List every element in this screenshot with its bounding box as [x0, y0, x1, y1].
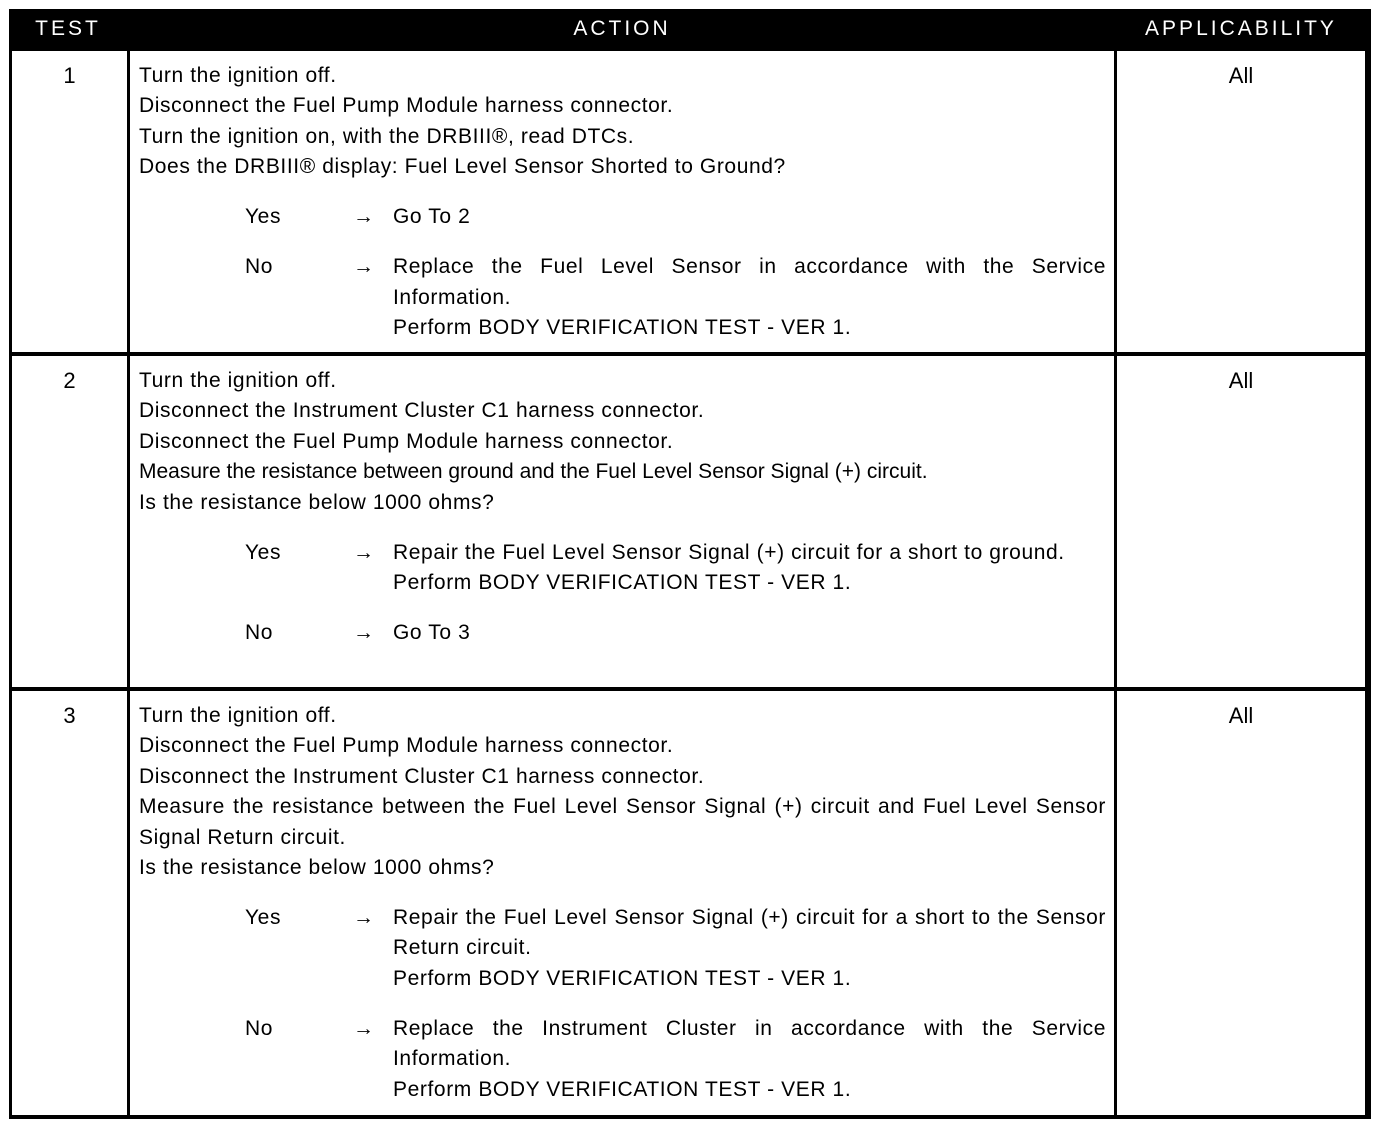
- arrow-icon: →: [353, 205, 375, 229]
- diagnostic-table: [9, 9, 1371, 1119]
- answer-yes: [139, 903, 1106, 994]
- answer-key: No: [245, 255, 274, 279]
- answer-no: [139, 618, 1106, 648]
- answer-no: [139, 252, 1106, 343]
- step: Measure the resistance between the Fuel Level Sensor Signal (+) circuit and Fuel Level Sensor Signal Return circuit.: [139, 795, 1106, 849]
- row-3-test: 3: [12, 691, 127, 1115]
- answer-text: Replace the Instrument Cluster in accordance with the Service Information.: [393, 1016, 1106, 1071]
- arrow-icon: →: [353, 1016, 375, 1040]
- step: Disconnect the Instrument Cluster C1 harness connector.: [139, 764, 705, 788]
- step: Is the resistance below 1000 ohms?: [139, 856, 495, 880]
- step: Is the resistance below 1000 ohms?: [139, 490, 495, 514]
- row-3-action: [130, 691, 1114, 1115]
- step: Turn the ignition off.: [139, 369, 337, 392]
- answer-no: [139, 1014, 1106, 1105]
- row-1-applicability: All: [1117, 51, 1365, 352]
- step: Does the DRBIII® display: Fuel Level Sensor Shorted to Ground?: [139, 155, 786, 179]
- arrow-icon: →: [353, 255, 375, 279]
- answer-text: Go To 3: [393, 621, 471, 645]
- step: Turn the ignition on, with the DRBIII®, read DTCs.: [139, 124, 635, 148]
- answer-text: Perform BODY VERIFICATION TEST - VER 1.: [393, 1077, 852, 1101]
- arrow-icon: →: [353, 621, 375, 645]
- answer-key: Yes: [245, 540, 282, 564]
- answer-key: Yes: [245, 906, 282, 930]
- arrow-icon: →: [353, 906, 375, 930]
- row-2-test: 2: [12, 356, 127, 687]
- step: Turn the ignition off.: [139, 704, 337, 727]
- step: Disconnect the Instrument Cluster C1 harness connector.: [139, 399, 705, 423]
- header-applicability: APPLICABILITY: [1145, 17, 1337, 40]
- answer-text: Go To 2: [393, 205, 471, 229]
- answer-yes: [139, 202, 1106, 232]
- arrow-icon: →: [353, 540, 375, 564]
- row-2-applicability: All: [1117, 356, 1365, 687]
- step: Disconnect the Fuel Pump Module harness connector.: [139, 734, 674, 758]
- header-action: ACTION: [573, 17, 671, 40]
- header-test: TEST: [35, 17, 101, 40]
- answer-key: Yes: [245, 205, 282, 229]
- answer-key: No: [245, 1016, 274, 1040]
- answer-text: Perform BODY VERIFICATION TEST - VER 1.: [393, 316, 852, 340]
- step: Measure the resistance between ground and the Fuel Level Sensor Signal (+) circuit.: [139, 460, 928, 484]
- step: Turn the ignition off.: [139, 64, 337, 87]
- answer-yes: [139, 538, 1106, 599]
- answer-text: Repair the Fuel Level Sensor Signal (+) circuit for a short to ground.: [393, 540, 1065, 564]
- row-1-action: [130, 51, 1114, 352]
- row-3-applicability: All: [1117, 691, 1365, 1115]
- answer-text: Perform BODY VERIFICATION TEST - VER 1.: [393, 571, 852, 595]
- answer-text: Perform BODY VERIFICATION TEST - VER 1.: [393, 966, 852, 990]
- answer-key: No: [245, 621, 274, 645]
- answer-text: Replace the Fuel Level Sensor in accordance with the Service Information.: [393, 255, 1106, 309]
- step: Disconnect the Fuel Pump Module harness connector.: [139, 429, 674, 453]
- row-1-test: 1: [12, 51, 127, 352]
- step: Disconnect the Fuel Pump Module harness connector.: [139, 94, 674, 118]
- row-2-action: [130, 356, 1114, 687]
- answer-text: Repair the Fuel Level Sensor Signal (+) circuit for a short to the Sensor Return circuit.: [393, 906, 1106, 960]
